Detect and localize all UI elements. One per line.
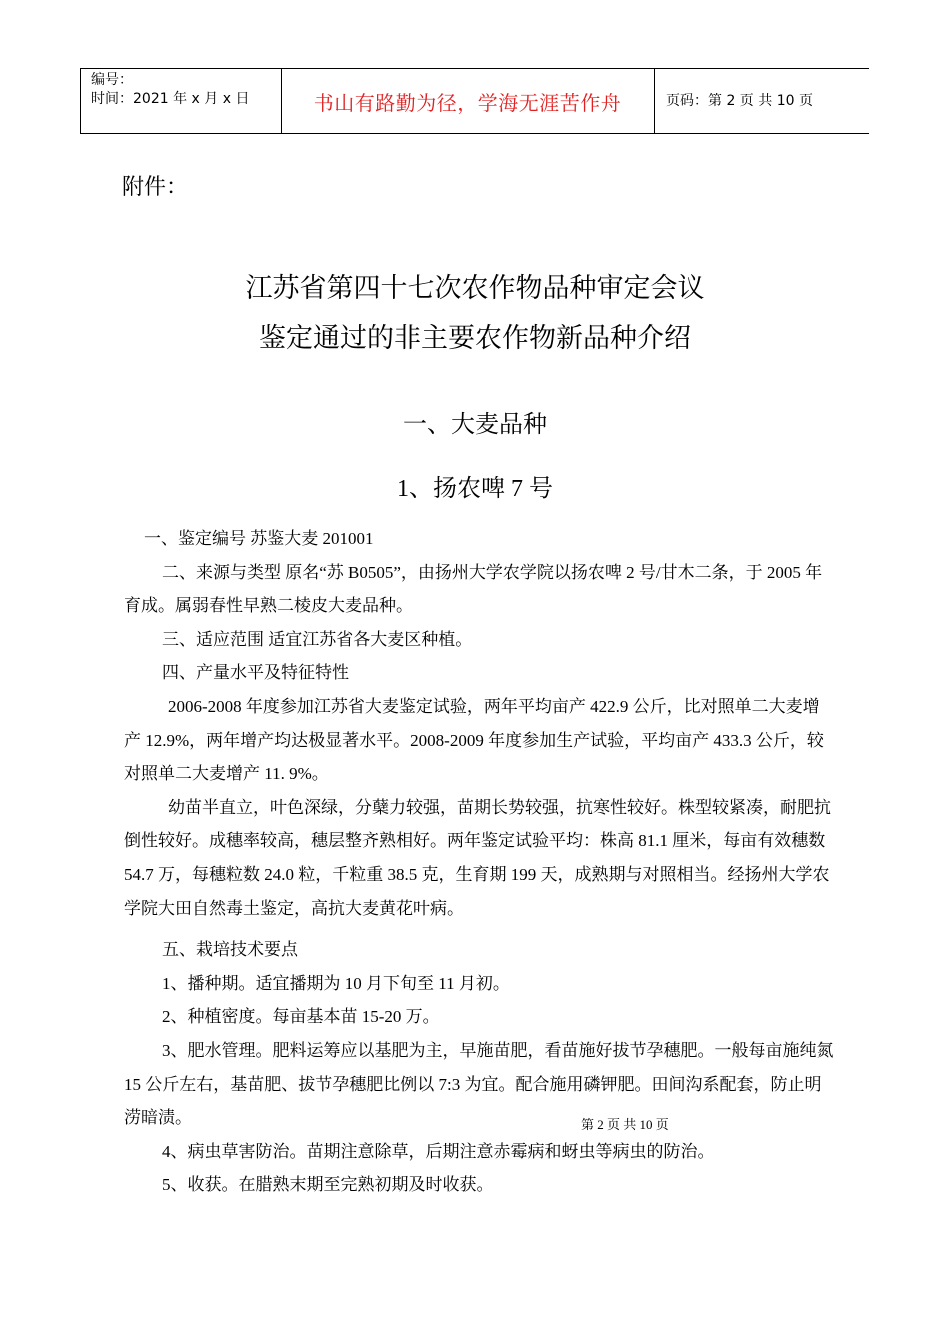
paragraph-range: 三、适应范围 适宜江苏省各大麦区种植。 bbox=[162, 629, 473, 649]
paragraph-traits: 幼苗半直立，叶色深绿，分蘖力较强，苗期长势较强，抗寒性较好。株型较紧凑，耐肥抗倒性较好。成穗率较高，穗层整齐熟相好。两年鉴定试验平均：株高 81.1 厘米，每亩有效穗数 54.7 万，每穗粒数 24.0 粒，千粒重 38.5 克，生育期 199 天，成熟期与对照相当。经扬州大学农学院大田自然毒土鉴定，高抗大麦黄花叶病。 bbox=[124, 797, 831, 918]
document-title-line1: 江苏省第四十七次农作物品种审定会议 bbox=[245, 273, 705, 304]
paragraph-yield: 2006-2008 年度参加江苏省大麦鉴定试验，两年平均亩产 422.9 公斤，比对照单二大麦增产 12.9%，两年增产均达极显著水平。2008-2009 年度参加生产试验，平均亩产 433.3 公斤，较对照单二大麦增产 11. 9%。 bbox=[124, 696, 824, 784]
attachment-label: 附件： bbox=[122, 175, 189, 200]
paragraph-yield-heading: 四、产量水平及特征特性 bbox=[162, 663, 349, 683]
paragraph-origin: 二、来源与类型 原名“苏 B0505”，由扬州大学农学院以扬农啤 2 号/甘木二条，于 2005 年育成。属弱春性早熟二棱皮大麦品种。 bbox=[124, 562, 823, 616]
code-label: 编号： bbox=[91, 72, 133, 88]
motto: 书山有路勤为径，学海无涯苦作舟 bbox=[313, 90, 622, 115]
paragraph-pest-control: 4、病虫草害防治。苗期注意除草，后期注意赤霉病和蚜虫等病虫的防治。 bbox=[162, 1141, 715, 1161]
time-label: 时间：2021 年 x 月 x 日 bbox=[91, 91, 250, 107]
paragraph-identification: 一、鉴定编号 苏鉴大麦 201001 bbox=[144, 529, 374, 548]
paragraph-harvest: 5、收获。在腊熟末期至完熟初期及时收获。 bbox=[162, 1175, 494, 1195]
header-right-cell bbox=[654, 69, 868, 133]
section-heading: 一、大麦品种 bbox=[403, 410, 547, 438]
page-footer: 第 2 页 共 10 页 bbox=[581, 1117, 669, 1132]
paragraph-density: 2、种植密度。每亩基本苗 15-20 万。 bbox=[162, 1007, 440, 1027]
page-header bbox=[80, 68, 869, 134]
header-motto-cell bbox=[281, 69, 655, 133]
header-left-cell bbox=[81, 69, 282, 133]
document-body bbox=[124, 522, 834, 1202]
document-title-line2: 鉴定通过的非主要农作物新品种介绍 bbox=[259, 323, 691, 354]
variety-heading: 1、扬农啤 7 号 bbox=[397, 476, 553, 502]
paragraph-sowing: 1、播种期。适宜播期为 10 月下旬至 11 月初。 bbox=[162, 973, 510, 993]
paragraph-cultivation-heading: 五、栽培技术要点 bbox=[162, 940, 298, 960]
paragraph-fertilizer: 3、肥水管理。肥料运筹应以基肥为主，早施苗肥，看苗施好拔节孕穗肥。一般每亩施纯氮 15 公斤左右，基苗肥、拔节孕穗肥比例以 7:3 为宜。配合施用磷钾肥。田间沟系配套，防止明涝暗渍。 bbox=[124, 1040, 834, 1128]
page-info: 页码：第 2 页 共 10 页 bbox=[666, 92, 813, 109]
